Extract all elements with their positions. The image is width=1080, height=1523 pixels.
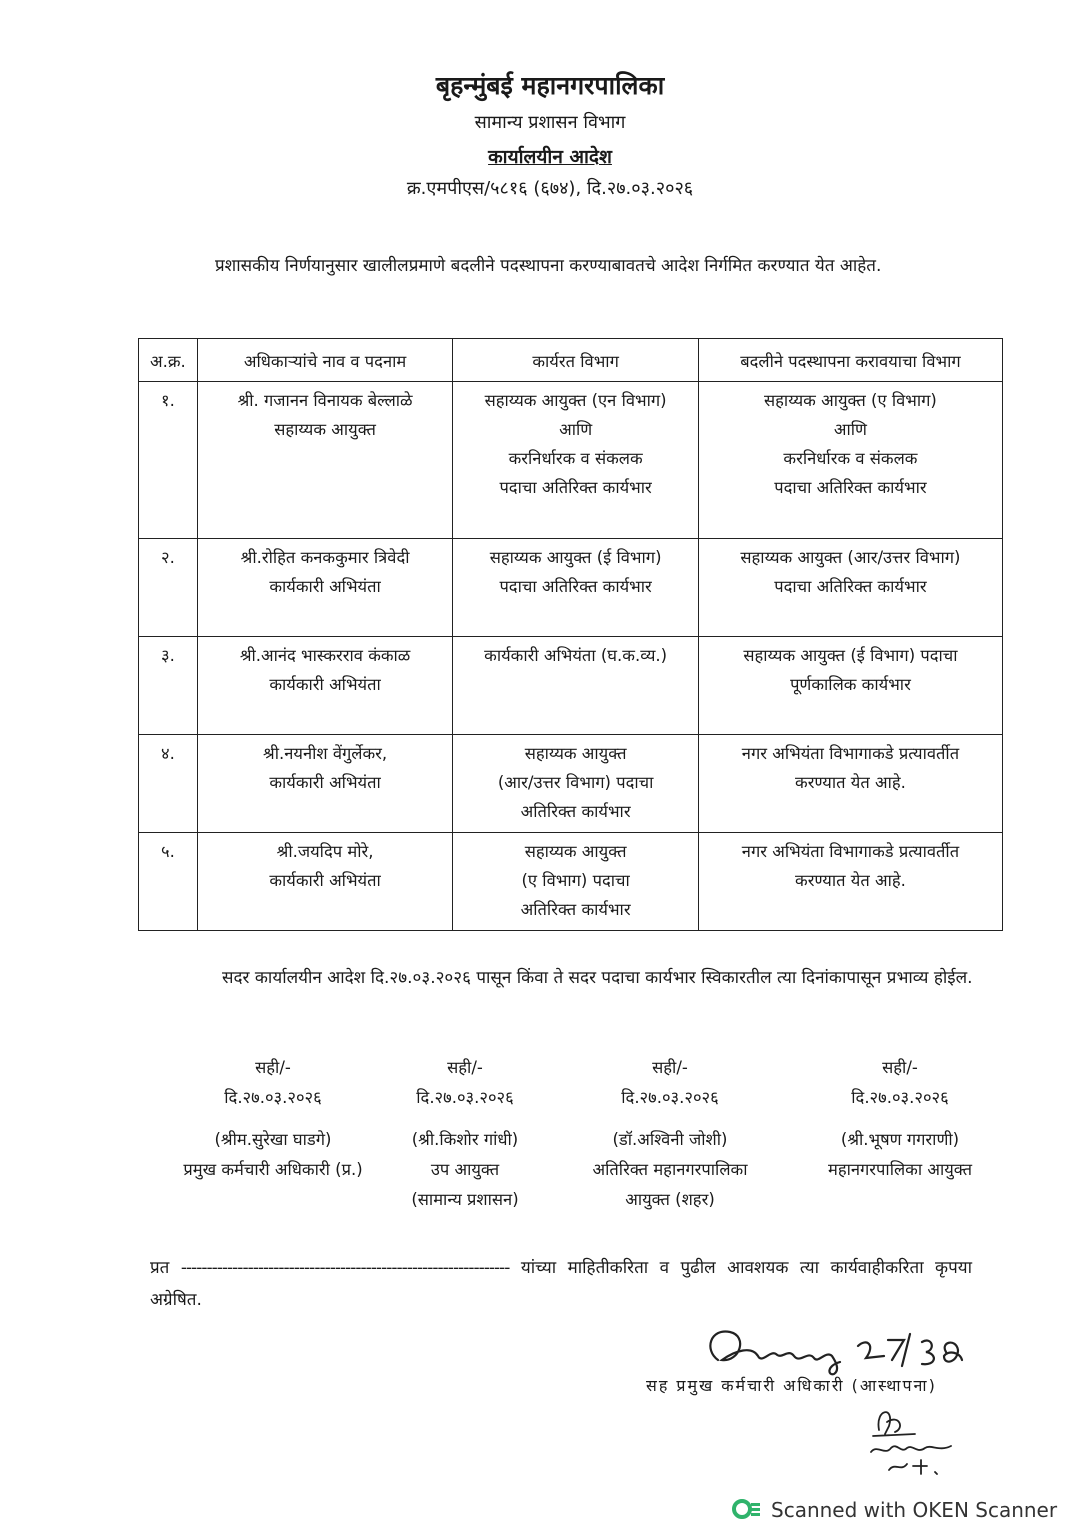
cell-line: पदाचा अतिरिक्त कार्यभार bbox=[774, 577, 927, 596]
signatory-designation: आयुक्त (शहर) bbox=[625, 1190, 715, 1209]
order-reference: क्र.एमपीएस/५८१६ (६७४), दि.२७.०३.२०२६ bbox=[406, 178, 694, 199]
signed-mark: सही/- bbox=[882, 1058, 918, 1077]
col-serial: अ.क्र. bbox=[139, 339, 198, 382]
copy-note bbox=[150, 1252, 972, 1316]
new-dept-cell bbox=[698, 382, 1002, 539]
officer-cell bbox=[197, 735, 453, 833]
copy-blank-line: ---------------------------------------------------------------- bbox=[180, 1258, 510, 1278]
table-row bbox=[139, 539, 1003, 637]
officer-cell bbox=[197, 382, 453, 539]
scanner-footer bbox=[731, 1498, 1057, 1522]
officer-designation: कार्यकारी अभियंता bbox=[269, 675, 381, 694]
cell-line: अतिरिक्त कार्यभार bbox=[520, 900, 631, 919]
col-current-dept: कार्यरत विभाग bbox=[453, 339, 699, 382]
officer-name: श्री.जयदिप मोरे, bbox=[276, 842, 374, 861]
new-dept-cell bbox=[698, 539, 1002, 637]
cell-line: पदाचा अतिरिक्त कार्यभार bbox=[499, 577, 652, 596]
cell-line: सहाय्यक आयुक्त (एन विभाग) bbox=[484, 391, 667, 410]
signed-date: दि.२७.०३.२०२६ bbox=[416, 1088, 514, 1107]
signatory-designation: महानगरपालिका आयुक्त bbox=[827, 1160, 973, 1179]
cell-line: कार्यकारी अभियंता (घ.क.व्य.) bbox=[484, 646, 668, 665]
current-dept-cell bbox=[453, 637, 699, 735]
signed-mark: सही/- bbox=[255, 1058, 291, 1077]
cell-line: पदाचा अतिरिक्त कार्यभार bbox=[499, 478, 652, 497]
countersign-designation: सह प्रमुख कर्मचारी अधिकारी (आस्थापना) bbox=[646, 1376, 937, 1395]
current-dept-cell bbox=[453, 539, 699, 637]
officer-name: श्री.आनंद भास्करराव कंकाळ bbox=[239, 646, 411, 665]
effective-paragraph: सदर कार्यालयीन आदेश दि.२७.०३.२०२६ पासून किंवा ते सदर पदाचा कार्यभार स्विकारतील त्या दिनांकापासून प्रभाव्य होईल. bbox=[222, 968, 973, 988]
cell-line: (ए विभाग) पदाचा bbox=[521, 871, 630, 890]
signatory-designation: (सामान्य प्रशासन) bbox=[411, 1190, 519, 1209]
officer-cell bbox=[197, 539, 453, 637]
new-dept-cell bbox=[698, 735, 1002, 833]
initials-annotation bbox=[855, 1400, 965, 1480]
officer-designation: कार्यकारी अभियंता bbox=[269, 871, 381, 890]
department-name: सामान्य प्रशासन विभाग bbox=[474, 112, 626, 133]
table-row bbox=[139, 637, 1003, 735]
order-title-text: कार्यालयीन आदेश bbox=[488, 146, 612, 168]
signatory-name: (श्री.भूषण गगराणी) bbox=[840, 1130, 960, 1149]
signatory-designation: उप आयुक्त bbox=[430, 1160, 500, 1179]
order-title bbox=[0, 143, 1080, 169]
signatory-designation: अतिरिक्त महानगरपालिका bbox=[592, 1160, 748, 1179]
cell-line: सहाय्यक आयुक्त bbox=[524, 842, 627, 861]
signatory-designation: प्रमुख कर्मचारी अधिकारी (प्र.) bbox=[183, 1160, 363, 1179]
cell-line: पदाचा अतिरिक्त कार्यभार bbox=[774, 478, 927, 497]
officer-name: श्री. गजानन विनायक बेल्लाळे bbox=[237, 391, 413, 410]
scanner-logo-icon bbox=[731, 1498, 763, 1520]
signed-date: दि.२७.०३.२०२६ bbox=[224, 1088, 322, 1107]
cell-line: आणि bbox=[833, 420, 867, 439]
cell-line: करण्यात येत आहे. bbox=[795, 773, 906, 792]
transfer-table bbox=[138, 338, 1003, 931]
new-dept-cell bbox=[698, 637, 1002, 735]
cell-line: करण्यात येत आहे. bbox=[795, 871, 906, 890]
signatory-block bbox=[168, 1053, 378, 1185]
cell-line: (आर/उत्तर विभाग) पदाचा bbox=[497, 773, 654, 792]
cell-line: पूर्णकालिक कार्यभार bbox=[790, 675, 911, 694]
row-serial: २. bbox=[139, 539, 198, 637]
cell-line: सहाय्यक आयुक्त (आर/उत्तर विभाग) bbox=[740, 548, 961, 567]
signed-date: दि.२७.०३.२०२६ bbox=[851, 1088, 949, 1107]
signed-mark: सही/- bbox=[447, 1058, 483, 1077]
row-serial: ५. bbox=[139, 833, 198, 931]
new-dept-cell bbox=[698, 833, 1002, 931]
officer-name: श्री.रोहित कनककुमार त्रिवेदी bbox=[240, 548, 410, 567]
signatory-block bbox=[565, 1053, 775, 1215]
organization-title: बृहन्मुंबई महानगरपालिका bbox=[435, 71, 665, 100]
cell-line: सहाय्यक आयुक्त (ए विभाग) bbox=[764, 391, 937, 410]
table-row bbox=[139, 833, 1003, 931]
table-header-row bbox=[139, 339, 1003, 382]
cell-line: करनिर्धारक व संकलक bbox=[783, 449, 918, 468]
signed-date: दि.२७.०३.२०२६ bbox=[621, 1088, 719, 1107]
row-serial: ४. bbox=[139, 735, 198, 833]
cell-line: आणि bbox=[559, 420, 593, 439]
officer-cell bbox=[197, 833, 453, 931]
officer-designation: सहाय्यक आयुक्त bbox=[274, 420, 376, 439]
scanner-footer-text: Scanned with OKEN Scanner bbox=[771, 1498, 1058, 1522]
officer-cell bbox=[197, 637, 453, 735]
officer-designation: कार्यकारी अभियंता bbox=[269, 773, 381, 792]
current-dept-cell bbox=[453, 382, 699, 539]
cell-line: सहाय्यक आयुक्त (ई विभाग) पदाचा bbox=[743, 646, 958, 665]
signatory-name: (डॉ.अश्विनी जोशी) bbox=[612, 1130, 728, 1149]
col-new-dept: बदलीने पदस्थापना करावयाचा विभाग bbox=[698, 339, 1002, 382]
signatory-name: (श्रीम.सुरेखा घाडगे) bbox=[214, 1130, 332, 1149]
table-row bbox=[139, 735, 1003, 833]
table-row bbox=[139, 382, 1003, 539]
cell-line: करनिर्धारक व संकलक bbox=[508, 449, 643, 468]
copy-text: यांच्या माहितीकरिता व पुढील आवशयक त्या कार्यवाहीकरिता कृपया अग्रेषित. bbox=[150, 1258, 973, 1310]
cell-line: सहाय्यक आयुक्त (ई विभाग) bbox=[489, 548, 662, 567]
intro-paragraph: प्रशासकीय निर्णयानुसार खालीलप्रमाणे बदलीने पदस्थापना करण्याबावतचे आदेश निर्गमित करण्यात येत आहेत. bbox=[215, 256, 882, 276]
cell-line: अतिरिक्त कार्यभार bbox=[520, 802, 631, 821]
current-dept-cell bbox=[453, 735, 699, 833]
row-serial: १. bbox=[139, 382, 198, 539]
cell-line: नगर अभियंता विभागाकडे प्रत्यावर्तीत bbox=[741, 744, 960, 763]
officer-designation: कार्यकारी अभियंता bbox=[269, 577, 381, 596]
copy-prefix: प्रत bbox=[150, 1258, 170, 1278]
signed-mark: सही/- bbox=[652, 1058, 688, 1077]
col-officer: अधिकाऱ्यांचे नाव व पदनाम bbox=[197, 339, 453, 382]
cell-line: सहाय्यक आयुक्त bbox=[524, 744, 627, 763]
signatory-name: (श्री.किशोर गांधी) bbox=[411, 1130, 519, 1149]
signatory-block bbox=[370, 1053, 560, 1215]
officer-name: श्री.नयनीश वेंगुर्लेकर, bbox=[263, 744, 388, 763]
signatory-block bbox=[795, 1053, 1005, 1185]
row-serial: ३. bbox=[139, 637, 198, 735]
cell-line: नगर अभियंता विभागाकडे प्रत्यावर्तीत bbox=[741, 842, 960, 861]
handwritten-signature bbox=[700, 1320, 990, 1378]
current-dept-cell bbox=[453, 833, 699, 931]
